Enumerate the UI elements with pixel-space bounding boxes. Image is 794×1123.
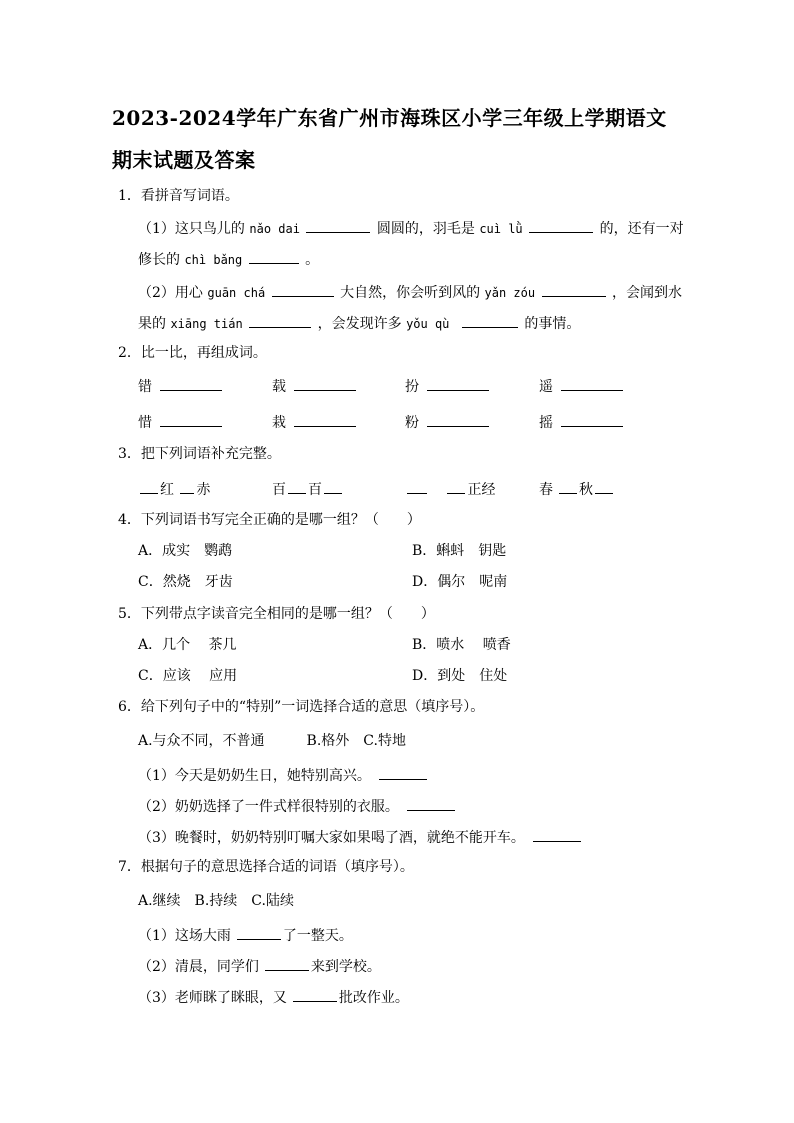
text: 。 [305, 252, 320, 268]
answer-blank[interactable] [379, 765, 427, 780]
question-7-sentence-2: （2）清晨，同学们 来到学校。 [138, 956, 381, 976]
question-6-options: A.与众不同，不普通 B.格外 C.特地 [138, 733, 406, 749]
answer-blank[interactable] [427, 412, 489, 427]
answer-blank[interactable] [249, 249, 299, 264]
answer-blank[interactable] [561, 376, 623, 391]
text: 的事情。 [524, 316, 581, 332]
question-7-heading: 7．根据句子的意思选择合适的词语（填序号）。 [118, 859, 414, 875]
text: ，会闻到水 [612, 285, 683, 301]
char-item: 载 [272, 376, 358, 396]
text: 的，还有一对 [599, 221, 684, 237]
answer-blank[interactable] [265, 956, 309, 971]
answer-blank[interactable] [288, 479, 306, 494]
answer-blank[interactable] [595, 479, 613, 494]
text: 修长的 [138, 252, 180, 268]
question-4-heading: 4．下列词语书写完全正确的是哪一组？（ ） [118, 512, 421, 528]
char-item: 扮 [405, 376, 491, 396]
option-b[interactable]: B．蝌蚪 钥匙 [412, 543, 507, 559]
answer-blank[interactable] [249, 313, 311, 328]
option-c[interactable]: C．应该 应用 [138, 668, 238, 684]
question-2-heading: 2．比一比，再组成词。 [118, 345, 267, 361]
answer-blank[interactable] [561, 412, 623, 427]
idiom-item: 红 赤 [138, 479, 210, 499]
answer-blank[interactable] [407, 479, 427, 494]
question-7-sentence-3: （3）老师眯了眯眼，又 批改作业。 [138, 987, 409, 1007]
char-item: 错 [138, 376, 224, 396]
pinyin: chì bǎng [184, 253, 243, 267]
char-item: 粉 [405, 412, 491, 432]
idiom-item: 正经 [405, 479, 495, 499]
answer-blank[interactable] [559, 479, 577, 494]
text: 果的 [138, 316, 166, 332]
question-6-sentence-1: （1）今天是奶奶生日，她特别高兴。 [138, 765, 429, 785]
answer-blank[interactable] [407, 796, 455, 811]
answer-blank[interactable] [533, 827, 581, 842]
answer-blank[interactable] [160, 412, 222, 427]
text: 圆圆的，羽毛是 [376, 221, 475, 237]
answer-blank[interactable] [293, 987, 337, 1002]
option-b[interactable]: B．喷水 喷香 [412, 637, 511, 653]
pinyin: yǎn zóu [484, 286, 536, 300]
pinyin: guān chá [207, 286, 266, 300]
question-6-sentence-3: （3）晚餐时，奶奶特别叮嘱大家如果喝了酒，就绝不能开车。 [138, 827, 583, 847]
answer-blank[interactable] [529, 218, 593, 233]
pinyin: nǎo dai [249, 222, 300, 236]
option-d[interactable]: D．到处 住处 [412, 668, 508, 684]
answer-blank[interactable] [237, 925, 281, 940]
text: 大自然，你会听到风的 [340, 285, 481, 301]
pinyin: xiāng tián [170, 317, 243, 331]
text: （1）这只鸟儿的 [138, 221, 245, 237]
document-title-line1: 2023-2024学年广东省广州市海珠区小学三年级上学期语文 [112, 106, 667, 130]
question-6-sentence-2: （2）奶奶选择了一件式样很特别的衣服。 [138, 796, 457, 816]
char-item: 遥 [539, 376, 625, 396]
question-3-heading: 3．把下列词语补充完整。 [118, 446, 281, 462]
option-d[interactable]: D．偶尔 呢南 [412, 574, 508, 590]
answer-blank[interactable] [160, 376, 222, 391]
answer-blank[interactable] [462, 313, 518, 328]
char-item: 惜 [138, 412, 224, 432]
option-a[interactable]: A．几个 茶几 [138, 637, 237, 653]
question-1-sentence-2b [138, 313, 580, 333]
answer-blank[interactable] [294, 376, 356, 391]
pinyin: cuì lǜ [479, 222, 523, 236]
char-item: 栽 [272, 412, 358, 432]
document-title-line2: 期末试题及答案 [112, 148, 256, 172]
answer-blank[interactable] [324, 479, 342, 494]
answer-blank[interactable] [306, 218, 370, 233]
question-1-sentence-1b [138, 249, 319, 269]
question-1-sentence-1 [138, 218, 684, 238]
text: ，会发现许多 [317, 316, 402, 332]
answer-blank[interactable] [427, 376, 489, 391]
question-6-heading: 6．给下列句子中的“特别”一词选择合适的意思（填序号）。 [118, 699, 485, 715]
question-7-sentence-1: （1）这场大雨 了一整天。 [138, 925, 353, 945]
idiom-item: 百 百 [272, 479, 344, 499]
answer-blank[interactable] [272, 282, 334, 297]
answer-blank[interactable] [180, 479, 194, 494]
question-1-sentence-2 [138, 282, 682, 302]
question-1-heading: 1．看拼音写词语。 [118, 188, 239, 204]
option-a[interactable]: A．成实 鹦鹉 [138, 543, 233, 559]
answer-blank[interactable] [542, 282, 606, 297]
answer-blank[interactable] [447, 479, 465, 494]
question-7-options: A.继续 B.持续 C.陆续 [138, 893, 294, 909]
pinyin: yǒu qù [406, 317, 450, 331]
text: （2）用心 [138, 285, 203, 301]
answer-blank[interactable] [140, 479, 158, 494]
char-item: 摇 [539, 412, 625, 432]
idiom-item: 春 秋 [539, 479, 615, 499]
option-c[interactable]: C．然烧 牙齿 [138, 574, 233, 590]
answer-blank[interactable] [294, 412, 356, 427]
question-5-heading: 5．下列带点字读音完全相同的是哪一组？（ ） [118, 606, 435, 622]
